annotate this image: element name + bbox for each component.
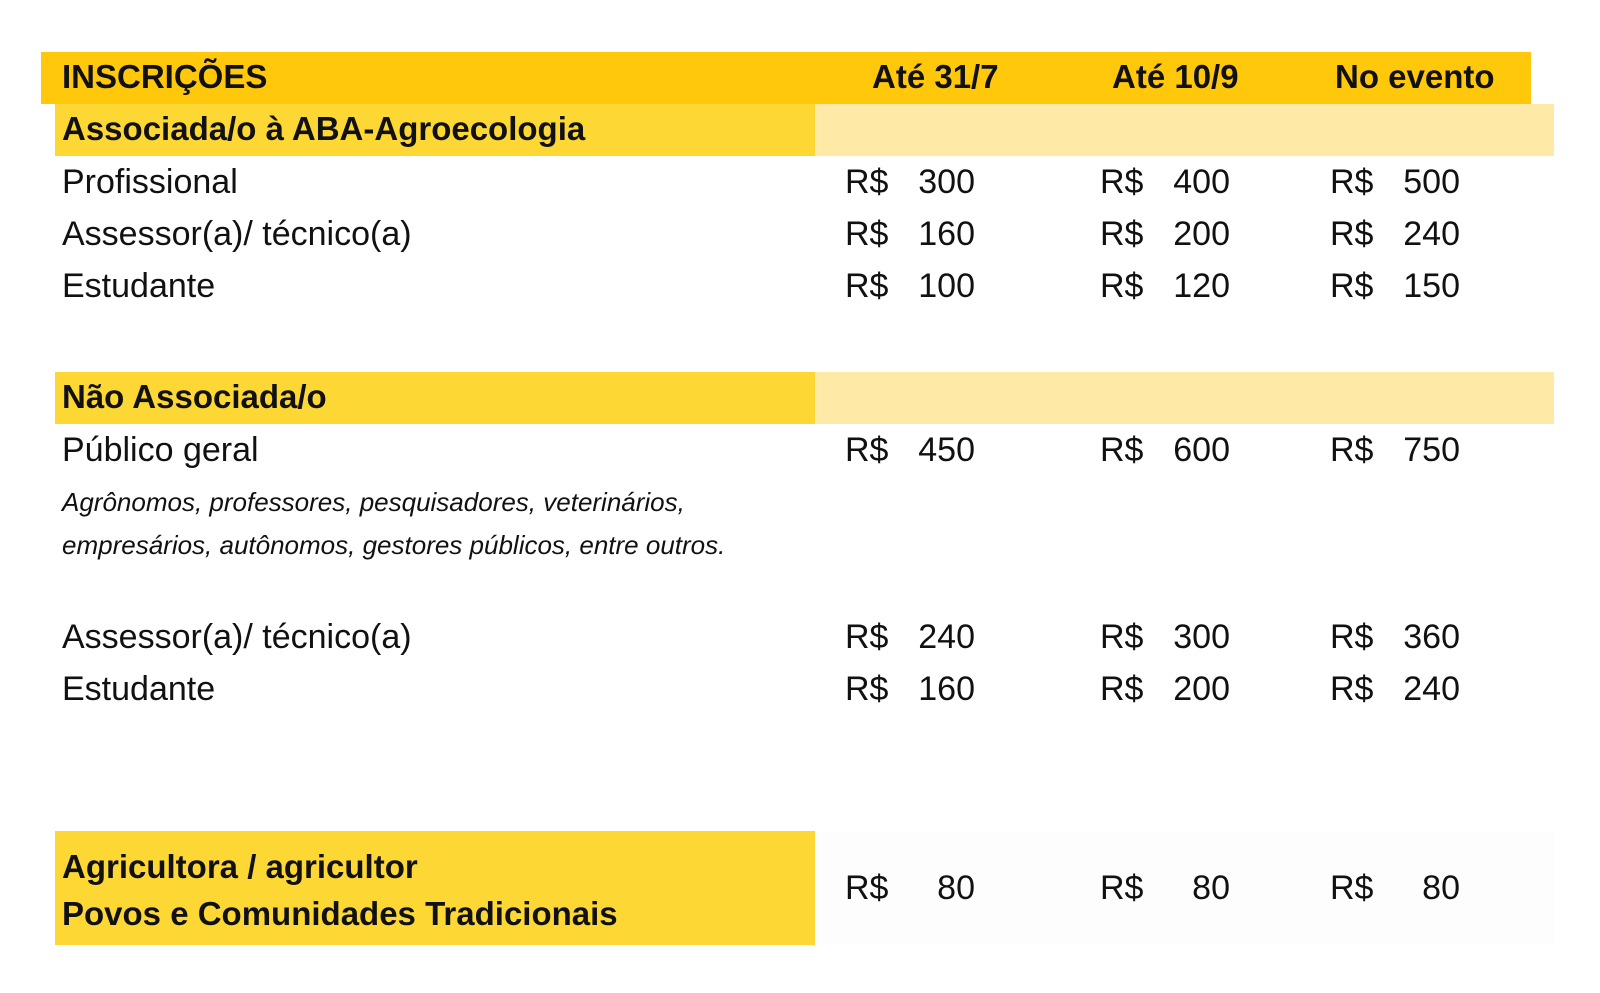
price-value: 80 [937, 869, 975, 907]
price-value: 80 [1192, 869, 1230, 907]
row-label-estudante: Estudante [62, 670, 216, 708]
section-title-farmer-line1: Agricultora / agricultor [62, 848, 418, 885]
currency-symbol: R$ [845, 618, 889, 656]
price-value: 360 [1403, 618, 1460, 656]
row-label-profissional: Profissional [62, 163, 238, 201]
currency-symbol: R$ [1330, 869, 1374, 907]
price-value: 100 [918, 267, 975, 305]
price-value: 120 [1173, 267, 1230, 305]
row-label-estudante: Estudante [62, 267, 216, 305]
currency-symbol: R$ [1100, 431, 1144, 469]
price-value: 300 [918, 163, 975, 201]
section-title-associated: Associada/o à ABA-Agroecologia [62, 110, 586, 147]
price-value: 600 [1173, 431, 1230, 469]
currency-symbol: R$ [1330, 215, 1374, 253]
price-value: 80 [1422, 869, 1460, 907]
price-value: 160 [918, 670, 975, 708]
price-value: 240 [1403, 215, 1460, 253]
column-header-at-event: No evento [1335, 58, 1495, 95]
currency-symbol: R$ [1100, 215, 1144, 253]
price-value: 160 [918, 215, 975, 253]
row-label-assessor: Assessor(a)/ técnico(a) [62, 215, 412, 253]
price-value: 200 [1173, 215, 1230, 253]
currency-symbol: R$ [845, 670, 889, 708]
currency-symbol: R$ [1330, 431, 1374, 469]
currency-symbol: R$ [1100, 267, 1144, 305]
price-value: 400 [1173, 163, 1230, 201]
column-header-until-10-9: Até 10/9 [1112, 58, 1239, 95]
currency-symbol: R$ [845, 163, 889, 201]
section-title-farmer-line2: Povos e Comunidades Tradicionais [62, 895, 618, 932]
column-header-until-31-7: Até 31/7 [872, 58, 999, 95]
price-value: 240 [918, 618, 975, 656]
currency-symbol: R$ [845, 215, 889, 253]
section-title-non-associated: Não Associada/o [62, 378, 327, 415]
currency-symbol: R$ [1100, 618, 1144, 656]
currency-symbol: R$ [845, 869, 889, 907]
row-label-publico-geral: Público geral [62, 431, 259, 469]
publico-geral-note: Agrônomos, professores, pesquisadores, veterinários, empresários, autônomos, gestores públicos, entre outros. [62, 487, 726, 560]
price-value: 200 [1173, 670, 1230, 708]
price-value: 450 [918, 431, 975, 469]
currency-symbol: R$ [1330, 163, 1374, 201]
currency-symbol: R$ [1100, 869, 1144, 907]
currency-symbol: R$ [1330, 670, 1374, 708]
price-value: 240 [1403, 670, 1460, 708]
currency-symbol: R$ [1100, 670, 1144, 708]
price-value: 300 [1173, 618, 1230, 656]
currency-symbol: R$ [1330, 618, 1374, 656]
currency-symbol: R$ [1330, 267, 1374, 305]
price-value: 150 [1403, 267, 1460, 305]
currency-symbol: R$ [1100, 163, 1144, 201]
currency-symbol: R$ [845, 431, 889, 469]
table-title: INSCRIÇÕES [62, 58, 268, 95]
row-label-assessor: Assessor(a)/ técnico(a) [62, 618, 412, 656]
price-value: 750 [1403, 431, 1460, 469]
currency-symbol: R$ [845, 267, 889, 305]
section-associated-fill-bg [815, 104, 1554, 156]
section-non-associated-fill-bg [815, 372, 1554, 424]
price-value: 500 [1403, 163, 1460, 201]
